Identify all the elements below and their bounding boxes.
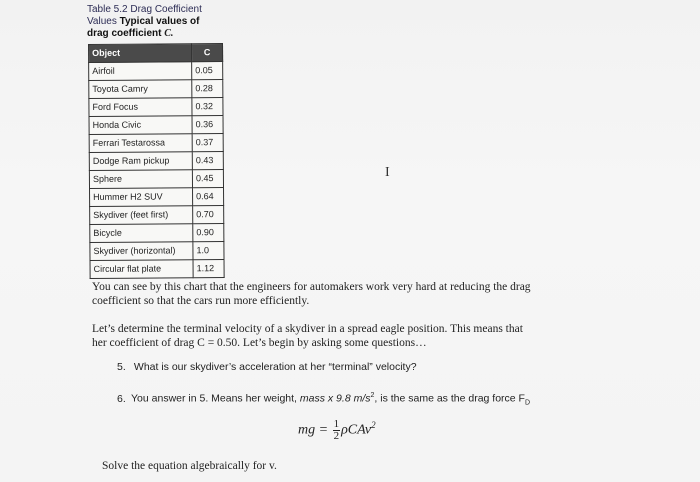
drag-coefficient-table xyxy=(88,43,225,279)
header-c: C xyxy=(192,44,223,62)
table-row xyxy=(89,62,223,81)
cell-value: 1.12 xyxy=(193,260,224,278)
cell-value: 0.05 xyxy=(192,62,223,80)
cell-value: 0.45 xyxy=(192,170,223,188)
cell-object: Skydiver (horizontal) xyxy=(90,242,193,261)
question-subscript: D xyxy=(524,399,531,407)
caption-line-2-bold: Typical values of xyxy=(119,16,200,27)
cell-value: 0.36 xyxy=(192,116,223,134)
table-row xyxy=(89,134,223,153)
cell-object: Bicycle xyxy=(90,224,193,243)
table-row xyxy=(89,170,223,189)
caption-symbol: C. xyxy=(164,28,174,39)
cell-object: Ford Focus xyxy=(89,98,192,117)
question-number: 5. xyxy=(117,361,126,373)
caption-line-2-prefix: Values xyxy=(87,16,117,27)
question-italic: mass x 9.8 m/s xyxy=(299,392,371,405)
cell-object: Hummer H2 SUV xyxy=(90,188,193,207)
question-superscript: 2 xyxy=(370,392,375,399)
fraction-denominator: 2 xyxy=(333,430,340,442)
header-object: Object xyxy=(89,44,192,63)
table-header-row xyxy=(89,44,223,63)
text-cursor-icon: I xyxy=(385,165,390,180)
cell-value: 0.64 xyxy=(193,188,224,206)
cell-object: Honda Civic xyxy=(89,116,192,135)
equation-lhs: mg = xyxy=(298,422,329,438)
table-row xyxy=(89,152,223,171)
table-row xyxy=(90,242,224,261)
question-6 xyxy=(117,389,530,410)
cell-object: Airfoil xyxy=(89,62,192,81)
paragraph-line: You can see by this chart that the engineers for automakers work very hard at reducing the drag xyxy=(92,281,531,293)
cell-object: Circular flat plate xyxy=(90,260,193,279)
table-caption xyxy=(87,4,247,40)
cell-object: Skydiver (feet first) xyxy=(90,206,193,225)
question-text-after: , is the same as the drag force F xyxy=(374,392,525,405)
table-row xyxy=(89,80,223,99)
table-row xyxy=(90,188,224,207)
paragraph-line: Let’s determine the terminal velocity of a skydiver in a spread eagle position. This means that xyxy=(92,323,523,335)
solve-instruction: Solve the equation algebraically for v. xyxy=(102,460,277,472)
question-text: You answer in 5. Means her weight, xyxy=(131,392,300,405)
equation-superscript: 2 xyxy=(371,420,376,431)
cell-value: 1.0 xyxy=(193,242,224,260)
caption-line-1: Table 5.2 Drag Coefficient xyxy=(87,4,202,15)
question-number: 6. xyxy=(117,392,126,405)
table-row xyxy=(89,98,223,117)
paragraph-line: her coefficient of drag C = 0.50. Let’s begin by asking some questions… xyxy=(92,337,427,349)
cell-object: Sphere xyxy=(89,170,192,189)
cell-object: Dodge Ram pickup xyxy=(89,152,192,171)
table-row xyxy=(90,206,224,225)
cell-value: 0.90 xyxy=(193,224,224,242)
question-text: What is our skydiver’s acceleration at her “terminal” velocity? xyxy=(133,361,417,373)
cell-object: Ferrari Testarossa xyxy=(89,134,192,153)
cell-value: 0.37 xyxy=(192,134,223,152)
paragraph-drag-efficiency xyxy=(92,280,531,308)
paragraph-line: coefficient so that the cars run more efficiently. xyxy=(92,295,310,307)
cell-value: 0.70 xyxy=(193,206,224,224)
cell-object: Toyota Camry xyxy=(89,80,192,99)
paragraph-terminal-velocity xyxy=(92,322,523,350)
table-row xyxy=(90,260,224,279)
question-5 xyxy=(117,361,417,374)
table-row xyxy=(89,116,223,135)
cell-value: 0.43 xyxy=(192,152,223,170)
cell-value: 0.28 xyxy=(192,80,223,98)
equation-fraction xyxy=(333,419,341,442)
drag-force-equation xyxy=(298,419,376,442)
caption-line-3-bold: drag coefficient xyxy=(87,28,162,39)
table-row xyxy=(90,224,224,243)
equation-rhs: ρCAv xyxy=(341,422,372,438)
cell-value: 0.32 xyxy=(192,98,223,116)
fraction-numerator: 1 xyxy=(333,418,340,430)
